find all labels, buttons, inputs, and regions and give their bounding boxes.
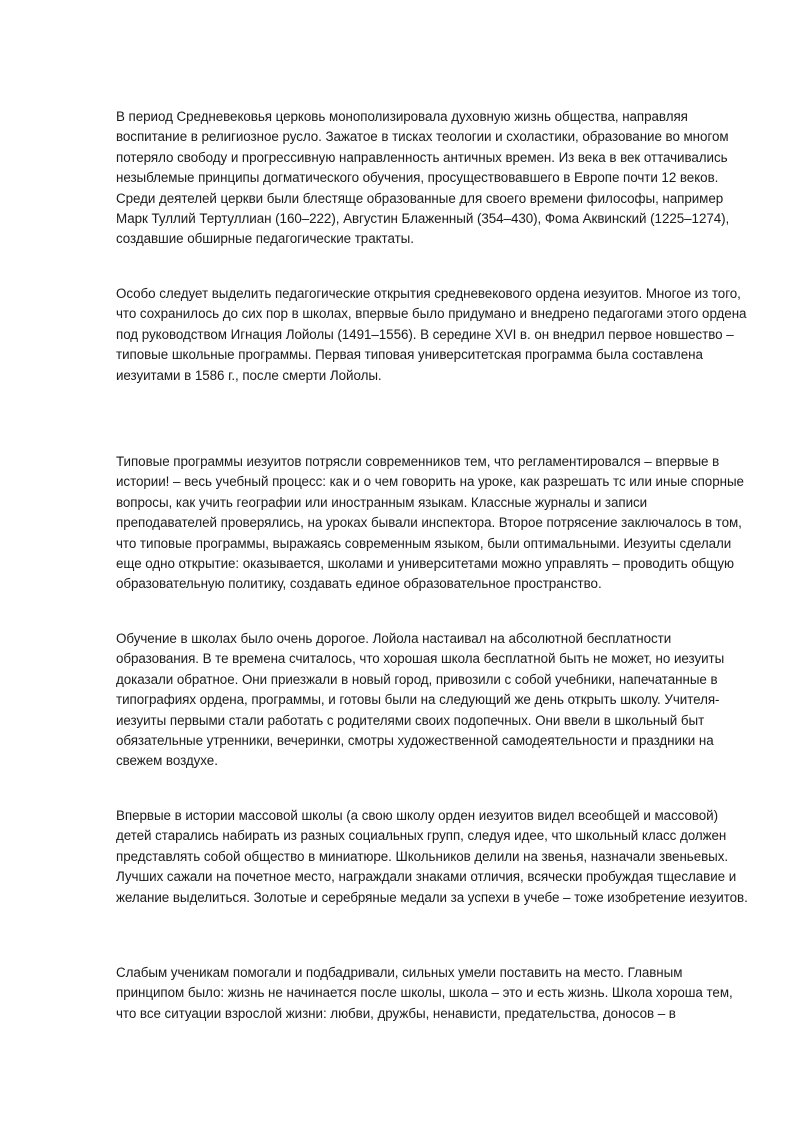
paragraph-free-education: Обучение в школах было очень дорогое. Лойола настаивал на абсолютной бесплатности образования. В те времена считалось, что хорошая школа бесплатной быть не может, но иезуиты доказали обратное. Они приезжали в новый город, привозили с собой учебники, напечатанные в типографиях ордена, программы, и готовы были на следующий же день открыть школу. Учителя-иезуиты первыми стали работать с родителями своих подопечных. Они ввели в школьный быт обязательные утренники, вечеринки, смотры художественной самодеятельности и праздники на свежем воздухе. bbox=[116, 631, 725, 769]
paragraph-medieval-church: В период Средневековья церковь монополизировала духовную жизнь общества, направляя воспитание в религиозное русло. Зажатое в тисках теологии и схоластики, образование во многом потеряло свободу и прогрессивную направленность античных времен. Из века в век оттачивались незыблемые принципы догматического обучения, просуществовавшего в Европе почти 12 веков. Среди деятелей церкви были блестяще образованные для своего времени философы, например Марк Туллий Тертуллиан (160–222), Августин Блаженный (354–430), Фома Аквинский (1225–1274), создавшие обширные педагогические трактаты. bbox=[116, 109, 730, 247]
paragraph-standard-programs: Типовые программы иезуитов потрясли современников тем, что регламентировался – впервые в истории! – весь учебный процесс: как и о чем говорить на уроке, как разрешать тс или иные спорные вопросы, как учить географии или иностранным языкам. Классные журналы и записи преподавателей проверялись, на уроках бывали инспектора. Второе потрясение заключалось в том, что типовые программы, выражаясь современным языком, были оптимальными. Иезуиты сделали еще одно открытие: оказывается, школами и университетами можно управлять – проводить общую образовательную политику, создавать единое образовательное пространство. bbox=[116, 454, 744, 592]
paragraph-mass-school: Впервые в истории массовой школы (а свою школу орден иезуитов видел всеобщей и массовой) детей старались набирать из разных социальных групп, следуя идее, что школьный класс должен представлять собой общество в миниатюре. Школьников делили на звенья, назначали звеньевых. Лучших сажали на почетное место, награждали знаками отличия, всячески пробуждая тщеславие и желание выделиться. Золотые и серебряные медали за успехи в учебе – тоже изобретение иезуитов. bbox=[116, 808, 748, 905]
paragraph-weak-students: Слабым ученикам помогали и подбадривали, сильных умели поставить на место. Главным принципом было: жизнь не начинается после школы, школа – это и есть жизнь. Школа хороша тем, что все ситуации взрослой жизни: любви, дружбы, ненависти, предательства, доносов – в bbox=[116, 965, 733, 1021]
paragraph-jesuit-discoveries: Особо следует выделить педагогические открытия средневекового ордена иезуитов. Многое из того, что сохранилось до сих пор в школах, впервые было придумано и внедрено педагогами этого ордена под руководством Игнация Лойолы (1491–1556). В середине XVI в. он внедрил первое новшество – типовые школьные программы. Первая типовая университетская программа была составлена иезуитами в 1586 г., после смерти Лойолы. bbox=[116, 286, 747, 383]
